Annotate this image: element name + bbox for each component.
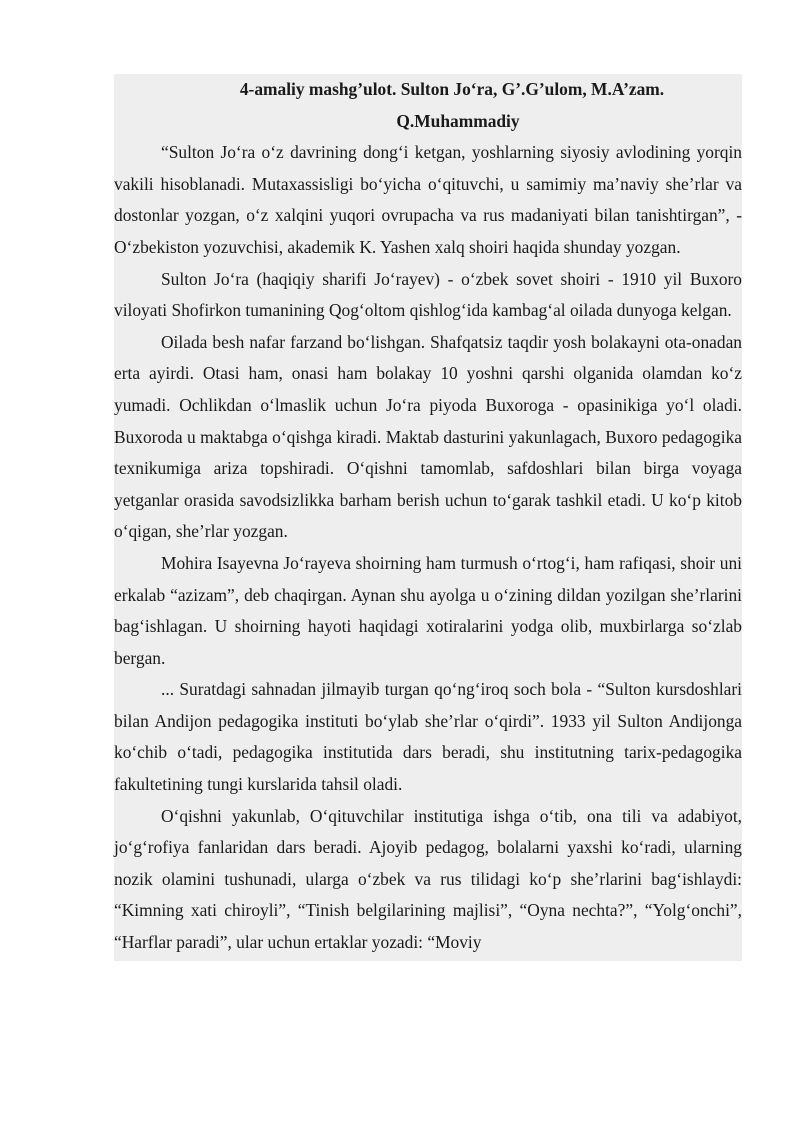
paragraph-4: Mohira Isayevna Jo‘rayeva shoirning ham turmush o‘rtog‘i, ham rafiqasi, shoir uni erkalab “azizam”, deb chaqirgan. Aynan shu ayolga u o‘zining dildan yozilgan she’rlarini bag‘ishlagan. U shoirning hayoti haqidagi xotiralarini yodga olib, muxbirlarga so‘zlab bergan. [114, 552, 742, 668]
document-title [114, 74, 742, 137]
paragraph-5: ... Suratdagi sahnadan jilmayib turgan qo‘ng‘iroq soch bola - “Sulton kursdoshlari bilan Andijon pedagogika instituti bo‘ylab she’rlar o‘qirdi”. 1933 yil Sulton Andijonga ko‘chib o‘tadi, pedagogika institutida dars beradi, shu institutning tarix-pedagogika fakultetining tungi kurslarida tahsil oladi. [114, 679, 742, 795]
paragraph-1: “Sulton Jo‘ra o‘z davrining dong‘i ketgan, yoshlarning siyosiy avlodining yorqin vakili hisoblanadi. Mutaxassisligi bo‘yicha o‘qituvchi, u samimiy ma’naviy she’rlar va dostonlar yozgan, o‘z xalqini yuqori ovrupacha va rus madaniyati bilan tanishtirgan”, - O‘zbekiston yozuvchisi, akademik K. Yashen xalq shoiri haqida shunday yozgan. [114, 142, 742, 257]
title-line-2: Q.Muhammadiy [396, 110, 520, 131]
paragraph-2: Sulton Jo‘ra (haqiqiy sharifi Jo‘rayev) - o‘zbek sovet shoiri - 1910 yil Buxoro viloyati Shofirkon tumanining Qog‘oltom qishlog‘ida kambag‘al oilada dunyoga kelgan. [114, 268, 742, 321]
text-block [114, 74, 742, 961]
title-line-1: 4-amaliy mashg’ulot. Sulton Jo‘ra, G’.G’ulom, M.A’zam. [239, 79, 665, 99]
paragraph-3: Oilada besh nafar farzand bo‘lishgan. Shafqatsiz taqdir yosh bolakayni ota-onadan erta ayirdi. Otasi ham, onasi ham bolakay 10 yoshni qarshi olganida olamdan ko‘z yumadi. Ochlikdan o‘lmaslik uchun Jo‘ra piyoda Buxoroga - opasinikiga yo‘l oladi. Buxoroda u maktabga o‘qishga kiradi. Maktab dasturini yakunlagach, Buxoro pedagogika texnikumiga ariza topshiradi. O‘qishni tamomlab, safdoshlari bilan birga voyaga yetganlar orasida savodsizlikka barham berish uchun to‘garak tashkil etadi. U ko‘p kitob o‘qigan, she’rlar yozgan. [114, 331, 742, 542]
paragraph-6: O‘qishni yakunlab, O‘qituvchilar institutiga ishga o‘tib, ona tili va adabiyot, jo‘g‘rofiya fanlaridan dars beradi. Ajoyib pedagog, bolalarni yaxshi ko‘radi, ularning nozik olamini tushunadi, ularga o‘zbek va rus tilidagi ko‘p she’rlarini bag‘ishlaydi: “Kimning xati chiroyli”, “Tinish belgilarining majlisi”, “Oyna nechta?”, “Yolg‘onchi”, “Harflar paradi”, ular uchun ertaklar yozadi: “Moviy [114, 805, 742, 953]
